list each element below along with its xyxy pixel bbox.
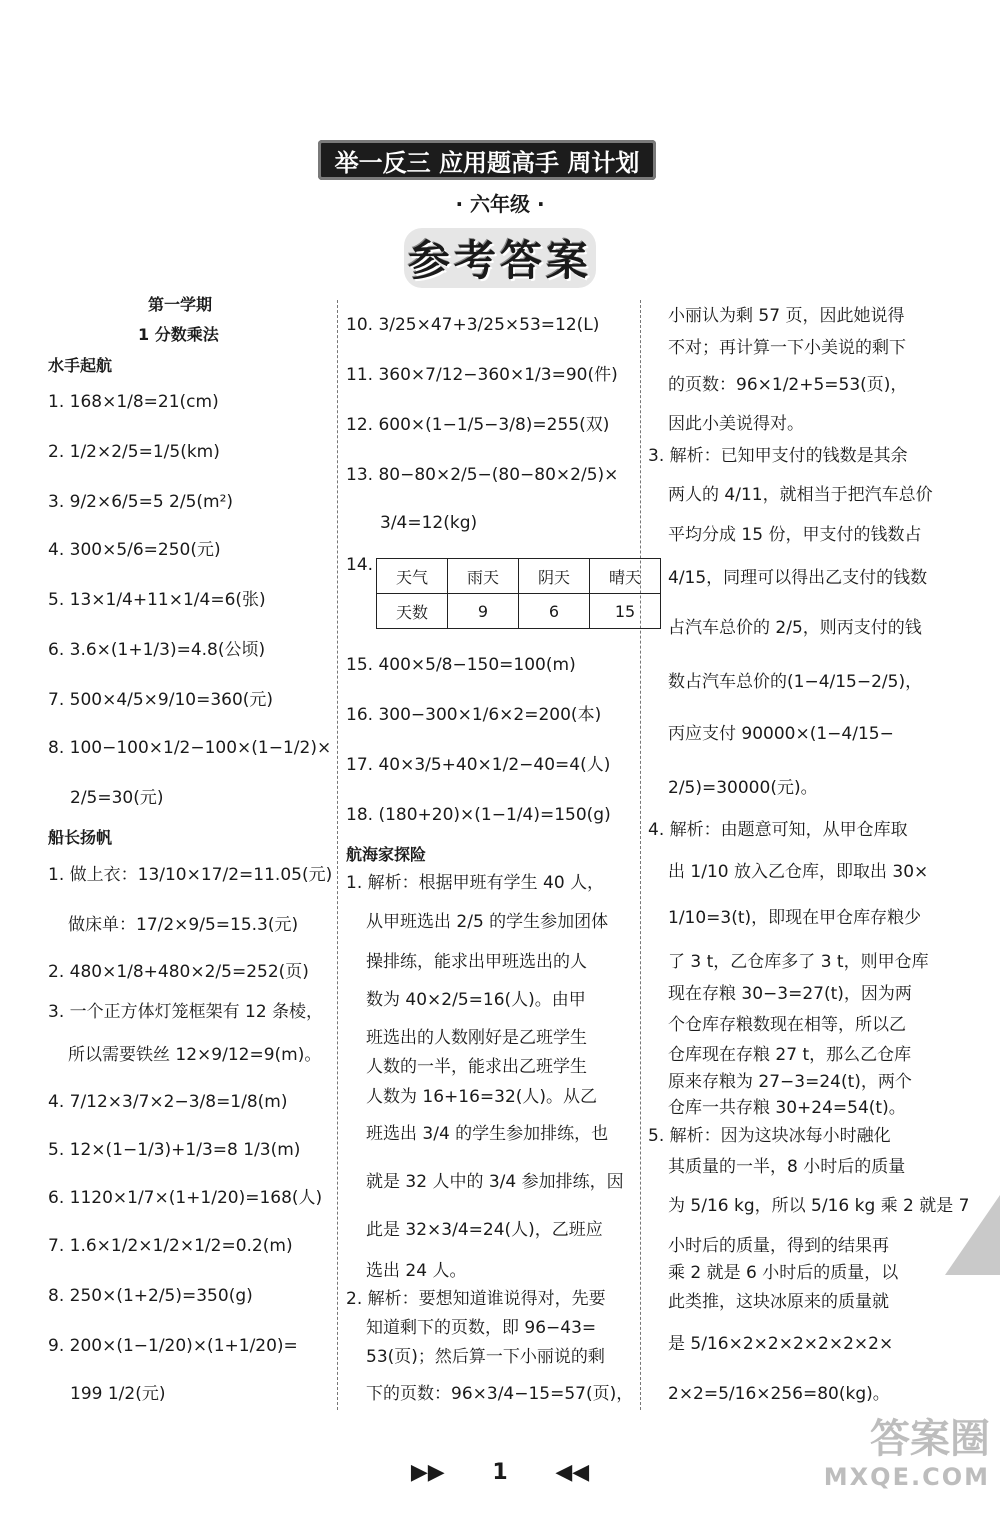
weather-table [376, 558, 661, 629]
table-cell: 6 [519, 594, 590, 629]
answer-line: 7. 1.6×1/2×1/2×1/2=0.2(m) [48, 1236, 293, 1256]
answer-line: 小丽认为剩 57 页，因此她说得 [668, 306, 905, 326]
page-number: 1 [492, 1460, 508, 1485]
answer-line: 知道剩下的页数，即 96−43= [366, 1318, 597, 1338]
section-heading: 水手起航 [48, 356, 113, 375]
answer-line: 5. 12×(1−1/3)+1/3=8 1/3(m) [48, 1140, 301, 1160]
table-cell: 15 [590, 594, 661, 629]
answer-line: 丙应支付 90000×(1−4/15− [668, 724, 894, 744]
answer-line: 操排练，能求出甲班选出的人 [366, 952, 587, 972]
answer-line: 3. 解析：已知甲支付的钱数是其余 [648, 446, 908, 466]
answer-line: 班选出的人数刚好是乙班学生 [366, 1028, 587, 1048]
section-heading: 船长扬帆 [48, 828, 113, 847]
answer-line: 6. 3.6×(1+1/3)=4.8(公顷) [48, 640, 266, 660]
answer-line: 原来存粮为 27−3=24(t)，两个 [668, 1072, 912, 1092]
column-divider-1 [337, 300, 338, 1410]
answer-line: 10. 3/25×47+3/25×53=12(L) [346, 315, 600, 335]
answer-line: 5. 解析：因为这块冰每小时融化 [648, 1126, 891, 1146]
table-row [377, 559, 661, 594]
table-cell: 9 [448, 594, 519, 629]
answer-line: 2/5)=30000(元)。 [668, 778, 818, 798]
answer-line: 班选出 3/4 的学生参加排练，也 [366, 1124, 609, 1144]
answer-line: 所以需要铁丝 12×9/12=9(m)。 [68, 1045, 322, 1065]
table-header-cell: 晴天 [590, 559, 661, 594]
answer-line: 1/10=3(t)，即现在甲仓库存粮少 [668, 908, 922, 928]
answer-line: 其质量的一半，8 小时后的质量 [668, 1157, 906, 1177]
answer-line: 是 5/16×2×2×2×2×2×2× [668, 1334, 894, 1354]
answer-line: 14. [346, 555, 374, 575]
forward-arrows-icon: ▶▶ [410, 1460, 445, 1485]
answer-line: 8. 100−100×1/2−100×(1−1/2)× [48, 738, 332, 758]
table-header-cell: 雨天 [448, 559, 519, 594]
answer-line: 2/5=30(元) [70, 788, 164, 808]
answer-line: 4. 7/12×3/7×2−3/8=1/8(m) [48, 1092, 288, 1112]
answer-line: 选出 24 人。 [366, 1261, 467, 1281]
answer-line: 4. 解析：由题意可知，从甲仓库取 [648, 820, 908, 840]
table-header-cell: 天气 [377, 559, 448, 594]
watermark-url: MXQE.COM [823, 1463, 990, 1491]
answer-line: 2. 1/2×2/5=1/5(km) [48, 442, 220, 462]
answer-line: 9. 200×(1−1/20)×(1+1/20)= [48, 1336, 298, 1356]
answer-line: 8. 250×(1+2/5)=350(g) [48, 1286, 253, 1306]
answer-line: 从甲班选出 2/5 的学生参加团体 [366, 912, 609, 932]
grade-label: · 六年级 · [455, 192, 545, 216]
answer-line: 占汽车总价的 2/5，则丙支付的钱 [668, 618, 922, 638]
answer-line: 因此小美说得对。 [668, 414, 804, 434]
answer-line: 3. 一个正方体灯笼框架有 12 条棱， [48, 1002, 324, 1022]
answer-line: 4/15，同理可以得出乙支付的钱数 [668, 568, 928, 588]
column-divider-2 [640, 300, 641, 1410]
backward-arrows-icon: ◀◀ [555, 1460, 590, 1485]
page-corner-decoration [945, 1195, 1000, 1275]
answer-line: 2. 480×1/8+480×2/5=252(页) [48, 962, 309, 982]
answer-line: 4. 300×5/6=250(元) [48, 540, 221, 560]
answer-line: 3/4=12(kg) [380, 513, 478, 533]
answer-line: 人数的一半，能求出乙班学生 [366, 1057, 587, 1077]
answer-line: 11. 360×7/12−360×1/3=90(件) [346, 365, 618, 385]
answer-line: 此类推，这块冰原来的质量就 [668, 1292, 889, 1312]
section-heading: 航海家探险 [346, 845, 427, 864]
answer-line: 平均分成 15 份，甲支付的钱数占 [668, 525, 922, 545]
answer-line: 3. 9/2×6/5=5 2/5(m²) [48, 492, 234, 512]
answer-line: 出 1/10 放入乙仓库，即取出 30× [668, 862, 929, 882]
watermark [790, 1415, 990, 1505]
table-cell: 天数 [377, 594, 448, 629]
page-title-text: 参考答案 [404, 228, 596, 288]
answer-line: 小时后的质量，得到的结果再 [668, 1236, 889, 1256]
answer-line: 2×2=5/16×256=80(kg)。 [668, 1384, 890, 1404]
table-header-cell: 阴天 [519, 559, 590, 594]
answer-line: 两人的 4/11，就相当于把汽车总价 [668, 485, 933, 505]
answer-line: 了 3 t，乙仓库多了 3 t，则甲仓库 [668, 952, 929, 972]
answer-line: 15. 400×5/8−150=100(m) [346, 655, 576, 675]
watermark-logo: 答案圈 [870, 1416, 990, 1462]
answer-line: 个仓库存粮数现在相等，所以乙 [668, 1015, 906, 1035]
semester-heading: 第一学期 [148, 295, 213, 314]
answer-line: 现在存粮 30−3=27(t)，因为两 [668, 984, 912, 1004]
answer-line: 为 5/16 kg，所以 5/16 kg 乘 2 就是 7 [668, 1196, 970, 1216]
answer-line: 2. 解析：要想知道谁说得对，先要 [346, 1289, 606, 1309]
answer-line: 下的页数：96×3/4−15=57(页)， [366, 1384, 634, 1404]
weather-table-wrap [376, 558, 661, 629]
answer-line: 7. 500×4/5×9/10=360(元) [48, 690, 274, 710]
answer-line: 1. 做上衣：13/10×17/2=11.05(元) [48, 865, 333, 885]
answer-line: 的页数：96×1/2+5=53(页)， [668, 375, 908, 395]
chapter-heading: 1 分数乘法 [138, 325, 219, 344]
answer-line: 此是 32×3/4=24(人)，乙班应 [366, 1220, 603, 1240]
table-row [377, 594, 661, 629]
answer-line: 6. 1120×1/7×(1+1/20)=168(人) [48, 1188, 323, 1208]
answer-line: 13. 80−80×2/5−(80−80×2/5)× [346, 465, 619, 485]
answer-line: 5. 13×1/4+11×1/4=6(张) [48, 590, 266, 610]
series-banner: 举一反三 应用题高手 周计划 [318, 140, 656, 180]
answer-line: 乘 2 就是 6 小时后的质量，以 [668, 1263, 899, 1283]
answer-line: 数占汽车总价的(1−4/15−2/5)， [668, 672, 923, 692]
answer-line: 16. 300−300×1/6×2=200(本) [346, 705, 602, 725]
answer-line: 1. 解析：根据甲班有学生 40 人， [346, 873, 605, 893]
answer-line: 数为 40×2/5=16(人)。由甲 [366, 990, 586, 1010]
page-title [0, 228, 1000, 288]
answer-line: 人数为 16+16=32(人)。从乙 [366, 1087, 598, 1107]
answer-line: 做床单：17/2×9/5=15.3(元) [68, 915, 299, 935]
answer-line: 17. 40×3/5+40×1/2−40=4(人) [346, 755, 611, 775]
answer-line: 53(页)；然后算一下小丽说的剩 [366, 1347, 605, 1367]
answer-line: 就是 32 人中的 3/4 参加排练，因 [366, 1172, 624, 1192]
answer-line: 仓库现在存粮 27 t，那么乙仓库 [668, 1045, 912, 1065]
answer-line: 1. 168×1/8=21(cm) [48, 392, 219, 412]
answer-line: 仓库一共存粮 30+24=54(t)。 [668, 1098, 906, 1118]
answer-line: 不对；再计算一下小美说的剩下 [668, 338, 906, 358]
answer-line: 18. (180+20)×(1−1/4)=150(g) [346, 805, 611, 825]
answer-line: 12. 600×(1−1/5−3/8)=255(双) [346, 415, 610, 435]
answer-line: 199 1/2(元) [70, 1384, 166, 1404]
